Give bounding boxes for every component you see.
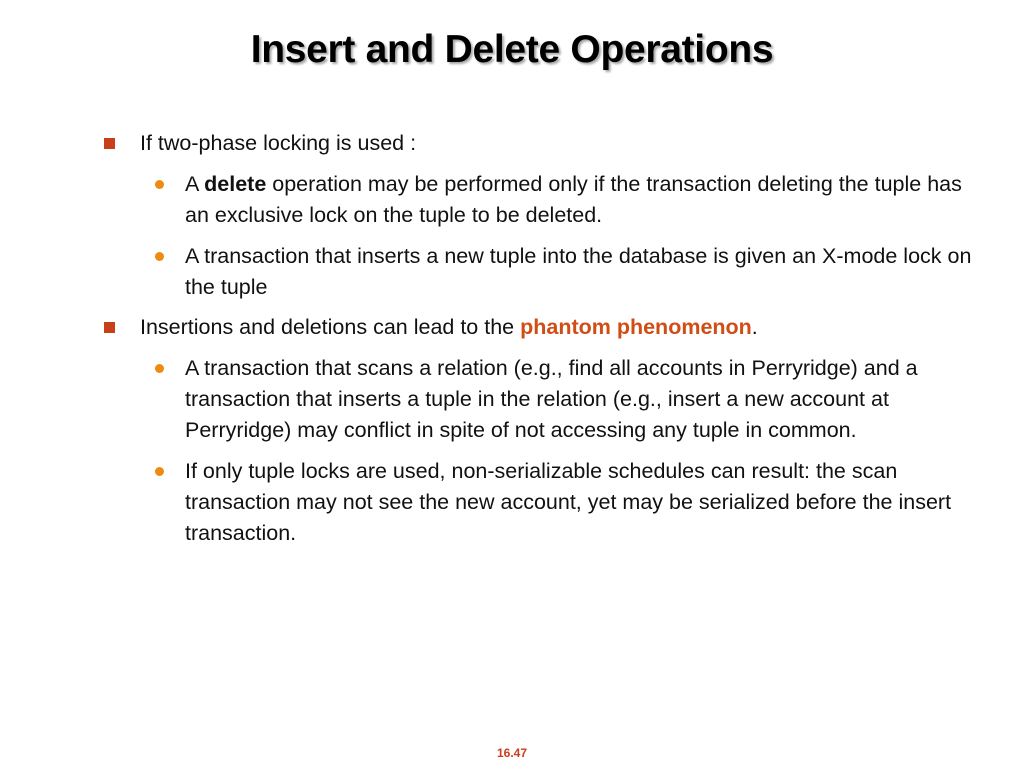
bullet-two-phase-locking — [140, 128, 940, 159]
dot-bullet-icon — [155, 252, 164, 261]
keyword-phantom-phenomenon: phantom phenomenon — [520, 315, 752, 339]
sub-bullet-insert-xmode — [185, 241, 975, 303]
slide-number: 16.47 — [496, 746, 528, 760]
sub-bullet-prefix: A — [185, 172, 205, 196]
sub-bullet-suffix: operation may be performed only if the transaction deleting the tuple has an exclusive lock on the tuple to be deleted. — [185, 172, 962, 227]
sub-bullet-tuple-locks — [185, 456, 975, 549]
sub-bullet-text: A transaction that scans a relation (e.g., find all accounts in Perryridge) and a transaction that inserts a tuple in the relation (e.g., insert a new account at Perryridge) may conflict in spite of not accessing any tuple in common. — [185, 356, 918, 442]
square-bullet-icon — [104, 138, 115, 149]
keyword-delete: delete — [204, 172, 267, 196]
slide-title: Insert and Delete Operations — [250, 28, 774, 71]
bullet-phantom-phenomenon — [140, 312, 940, 343]
sub-bullet-text: If only tuple locks are used, non-serializable schedules can result: the scan transaction may not see the new account, yet may be serialized before the insert transaction. — [185, 459, 952, 545]
dot-bullet-icon — [155, 180, 164, 189]
bullet-suffix: . — [751, 315, 758, 339]
square-bullet-icon — [104, 322, 115, 333]
slide-body — [0, 128, 1024, 549]
sub-bullet-scan-conflict — [185, 353, 975, 446]
bullet-prefix: Insertions and deletions can lead to the — [140, 315, 521, 339]
sub-bullet-text: A transaction that inserts a new tuple into the database is given an X-mode lock on the tuple — [185, 244, 972, 299]
dot-bullet-icon — [155, 467, 164, 476]
bullet-text: If two-phase locking is used : — [140, 131, 417, 155]
sub-bullet-delete-operation — [185, 169, 975, 231]
dot-bullet-icon — [155, 364, 164, 373]
